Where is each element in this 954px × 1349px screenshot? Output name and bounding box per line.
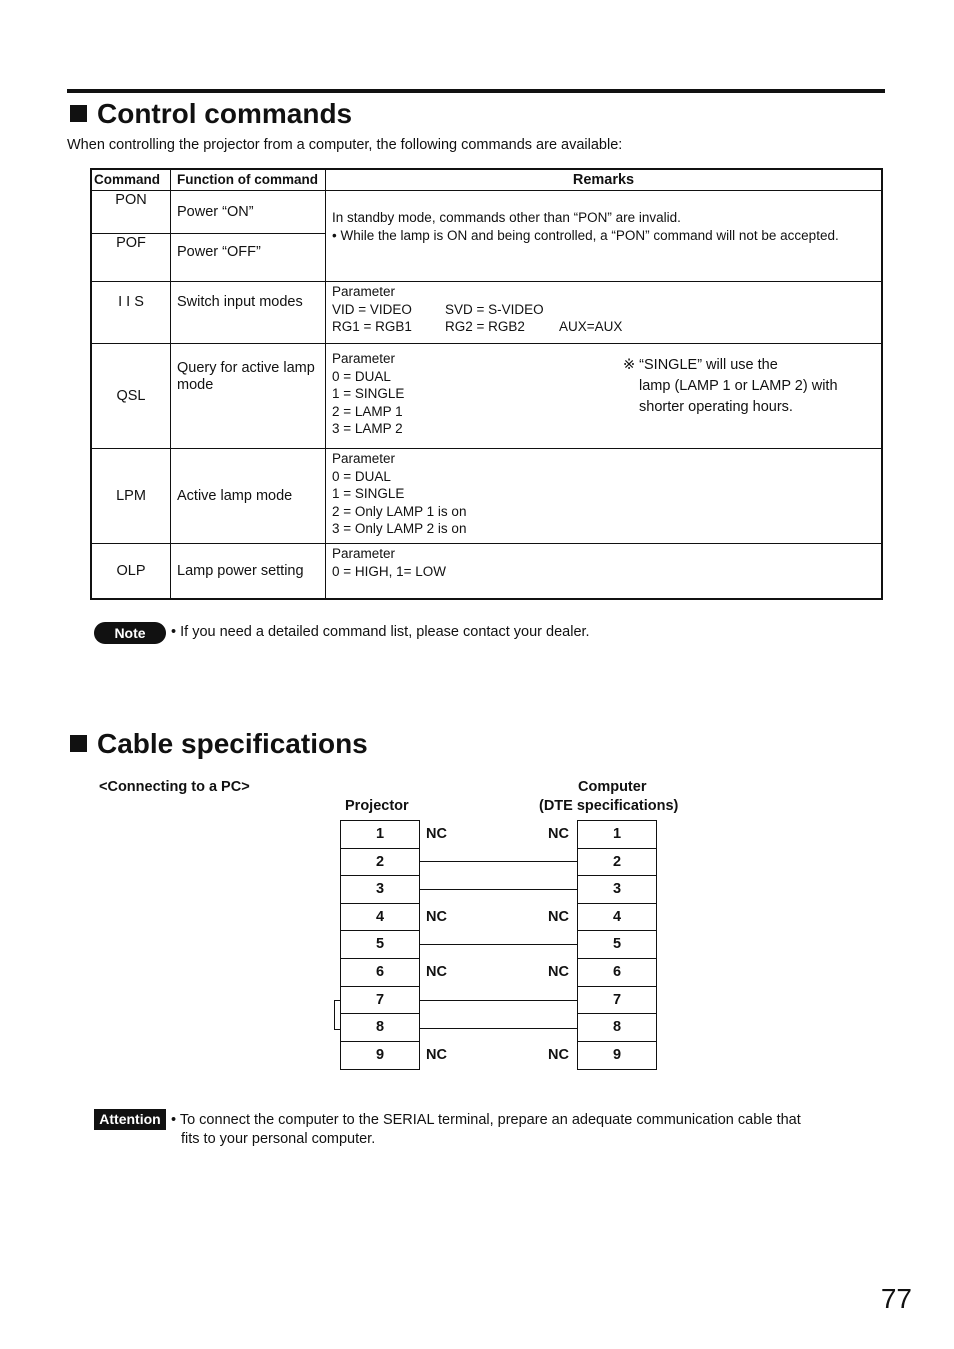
computer-pins (577, 820, 657, 1070)
olp-remarks: Parameter 0 = HIGH, 1= LOW (326, 544, 883, 599)
header-function: Function of command (171, 169, 326, 191)
attention-text: • To connect the computer to the SERIAL terminal, prepare an adequate communication cable that fits to your personal computer. (171, 1112, 801, 1147)
top-rule (67, 89, 885, 93)
func-lpm: Active lamp mode (171, 449, 326, 544)
cmd-iis: I I S (91, 282, 171, 344)
nc-label: NC (548, 1047, 569, 1063)
table-row (91, 191, 882, 234)
func-pon: Power “ON” (171, 191, 326, 234)
square-bullet-icon (70, 735, 87, 752)
cmd-pof: POF (91, 234, 171, 282)
table-row (91, 282, 882, 344)
note-text: • If you need a detailed command list, please contact your dealer. (171, 624, 590, 640)
pin: 7 (578, 987, 656, 1015)
wire-7 (420, 1000, 577, 1001)
pin: 3 (578, 876, 656, 904)
qsl-remarks: Parameter 0 = DUAL 1 = SINGLE 2 = LAMP 1 3 = LAMP 2 ※ “SINGLE” will use the lamp (LAMP 1 or LAMP 2) with shorter operating hours. (326, 344, 883, 449)
header-command: Command (91, 169, 171, 191)
pin: 9 (612, 1046, 622, 1063)
pin: 1 (578, 821, 656, 849)
projector-label: Projector (345, 798, 409, 814)
page-number: 77 (880, 1283, 912, 1314)
power-remarks: In standby mode, commands other than “PON” are invalid. • While the lamp is ON and being controlled, a “PON” command will not be accepted. (326, 191, 883, 282)
cmd-pon: PON (91, 191, 171, 234)
intro-text: When controlling the projector from a computer, the following commands are available: (67, 137, 623, 153)
nc-label: NC (426, 964, 447, 980)
loopback-78 (334, 1000, 341, 1030)
pin: 4 (578, 904, 656, 932)
wire-2 (420, 861, 577, 862)
func-iis: Switch input modes (171, 282, 326, 344)
func-pof: Power “OFF” (171, 234, 326, 282)
cable-heading: Cable specifications (70, 728, 368, 760)
nc-label: NC (426, 1047, 447, 1063)
table-row (91, 449, 882, 544)
attention-badge: Attention (94, 1109, 166, 1130)
wire-3 (420, 889, 577, 890)
cmd-lpm: LPM (91, 449, 171, 544)
pin: 1 (341, 821, 419, 849)
single-note: ※ “SINGLE” will use the lamp (LAMP 1 or LAMP 2) with shorter operating hours. (623, 357, 838, 415)
wire-5 (420, 944, 577, 945)
cmd-olp: OLP (91, 544, 171, 599)
pin: 3 (341, 876, 419, 904)
table-row (91, 544, 882, 599)
square-bullet-icon (70, 105, 87, 122)
pin: 2 (578, 849, 656, 877)
nc-label: NC (548, 909, 569, 925)
pin: 8 (578, 1014, 656, 1042)
control-heading: Control commands (70, 98, 352, 130)
nc-label: NC (548, 964, 569, 980)
pin: 6 (341, 959, 419, 987)
pin: 5 (578, 931, 656, 959)
pin: 7 (341, 987, 419, 1015)
pin: 4 (341, 904, 419, 932)
command-table (90, 168, 883, 600)
func-qsl: Query for active lamp mode (171, 344, 326, 449)
header-remarks: Remarks (326, 169, 883, 191)
nc-label: NC (426, 826, 447, 842)
lpm-remarks: Parameter 0 = DUAL 1 = SINGLE 2 = Only LAMP 1 is on 3 = Only LAMP 2 is on (326, 449, 883, 544)
pin: 6 (578, 959, 656, 987)
cmd-qsl: QSL (91, 344, 171, 449)
nc-label: NC (426, 909, 447, 925)
note-badge: Note (94, 622, 166, 644)
pin: 8 (341, 1014, 419, 1042)
computer-label: Computer (578, 779, 647, 795)
iis-remarks: Parameter VID = VIDEO SVD = S-VIDEO RG1 = RGB1 RG2 = RGB2 AUX=AUX (326, 282, 883, 344)
projector-pins (340, 820, 420, 1070)
connecting-subheading: <Connecting to a PC> (99, 779, 250, 795)
pin: 5 (341, 931, 419, 959)
dte-label: (DTE specifications) (539, 798, 679, 814)
wire-8 (420, 1028, 577, 1029)
table-row (91, 344, 882, 449)
pin: 9 (375, 1046, 385, 1063)
func-olp: Lamp power setting (171, 544, 326, 599)
nc-label: NC (548, 826, 569, 842)
pin: 2 (341, 849, 419, 877)
